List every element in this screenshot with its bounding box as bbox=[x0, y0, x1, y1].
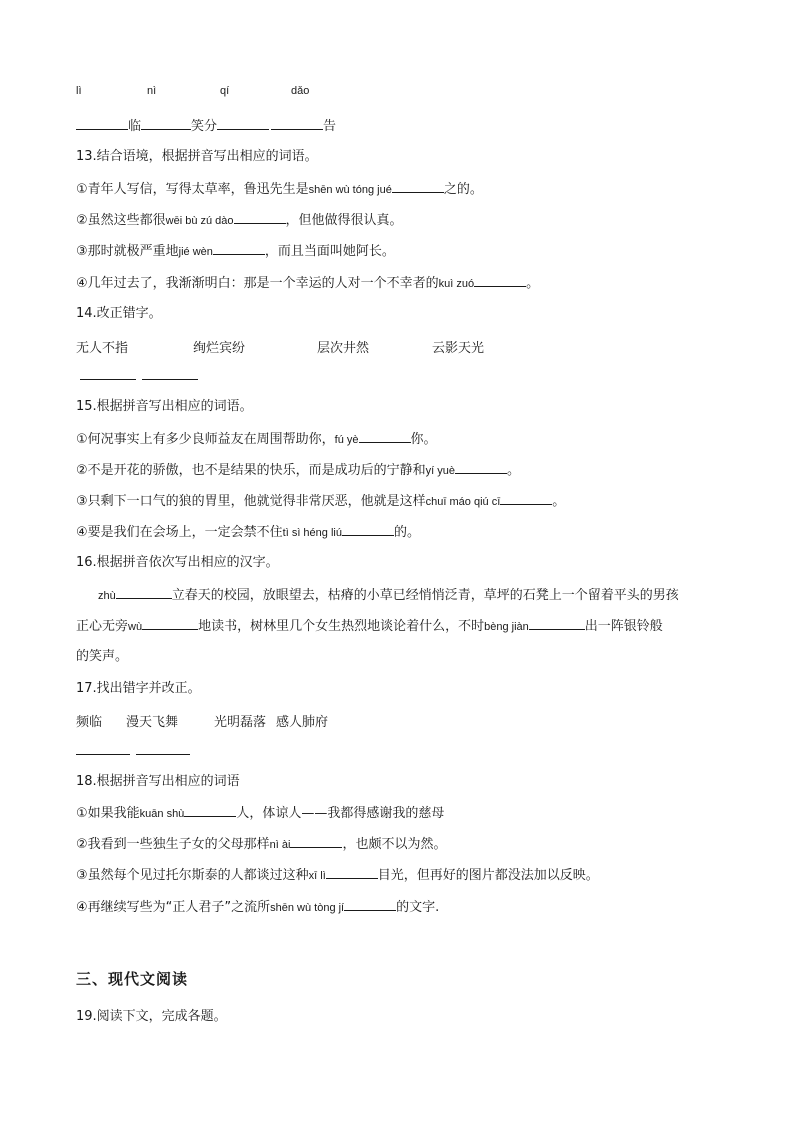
answer-blank[interactable] bbox=[234, 211, 286, 224]
answer-blank[interactable] bbox=[142, 617, 198, 630]
q17-word: 漫天飞舞 bbox=[126, 715, 179, 730]
q18-item-3: ③虽然每个见过托尔斯泰的人都谈过这种xī lì 目光，但再好的图片都没法加以反映。 bbox=[76, 868, 599, 883]
question-13-title: 13.结合语境，根据拼音写出相应的词语。 bbox=[76, 149, 318, 164]
q13-item-3: ③那时就极严重地jié wèn ，而且当面叫她阿长。 bbox=[76, 244, 395, 259]
q13-item-1: ①青年人写信，写得太草率，鲁迅先生是shēn wù tóng jué 之的。 bbox=[76, 182, 483, 197]
question-15-title: 15.根据拼音写出相应的词语。 bbox=[76, 399, 253, 414]
answer-blank[interactable] bbox=[136, 742, 190, 755]
q14-answer-blanks bbox=[80, 367, 198, 386]
q17-word: 频临 bbox=[76, 715, 103, 730]
pinyin-dao: dǎo bbox=[291, 85, 310, 97]
q16-paragraph-line-3: 的笑声。 bbox=[76, 649, 129, 664]
q13-item-4: ④几年过去了，我渐渐明白：那是一个幸运的人对一个不幸者的kuì zuó 。 bbox=[76, 276, 540, 291]
q15-item-4: ④要是我们在会场上，一定会禁不住tì sì héng liú 的。 bbox=[76, 525, 420, 540]
answer-blank[interactable] bbox=[500, 492, 552, 505]
answer-blank[interactable] bbox=[344, 898, 396, 911]
q15-item-1: ①何况事实上有多少良师益友在周围帮助你，fú yè 你。 bbox=[76, 432, 437, 447]
q17-word: 感人肺府 bbox=[276, 715, 329, 730]
blank[interactable] bbox=[141, 117, 191, 130]
blank-row: 临 笑分 告 bbox=[76, 117, 336, 136]
answer-blank[interactable] bbox=[290, 835, 342, 848]
blank[interactable] bbox=[271, 117, 323, 130]
answer-blank[interactable] bbox=[80, 367, 136, 380]
q13-item-2: ②虽然这些都很wēi bù zú dào ，但他做得很认真。 bbox=[76, 213, 403, 228]
answer-blank[interactable] bbox=[213, 242, 265, 255]
question-19-title: 19.阅读下文，完成各题。 bbox=[76, 1009, 227, 1024]
answer-blank[interactable] bbox=[184, 804, 236, 817]
pinyin-ni: nì bbox=[147, 85, 157, 97]
answer-blank[interactable] bbox=[142, 367, 198, 380]
blank[interactable] bbox=[217, 117, 269, 130]
pinyin-li: lì bbox=[76, 85, 82, 97]
question-17-title: 17.找出错字并改正。 bbox=[76, 681, 201, 696]
answer-blank[interactable] bbox=[392, 180, 444, 193]
q15-item-3: ③只剩下一口气的狼的胃里，他就觉得非常厌恶，他就是这样chuī máo qiú cī 。 bbox=[76, 494, 566, 509]
q16-paragraph-line-1: zhù 立春天的校园，放眼望去，枯瘠的小草已经悄悄泛青，草坪的石凳上一个留着平头的男孩 bbox=[98, 588, 679, 603]
q18-item-1: ①如果我能kuān shù 人，体谅人——我都得感谢我的慈母 bbox=[76, 806, 445, 821]
q14-word: 云影天光 bbox=[432, 341, 485, 356]
q17-word: 光明磊落 bbox=[214, 715, 267, 730]
q17-answer-blanks bbox=[76, 742, 190, 761]
pinyin-qi: qí bbox=[220, 85, 230, 97]
section-heading: 三、现代文阅读 bbox=[76, 970, 189, 988]
answer-blank[interactable] bbox=[116, 586, 172, 599]
q14-word: 无人不指 bbox=[76, 341, 129, 356]
q15-item-2: ②不是开花的骄傲，也不是结果的快乐，而是成功后的宁静和yí yuè 。 bbox=[76, 463, 521, 478]
blank[interactable] bbox=[76, 117, 128, 130]
answer-blank[interactable] bbox=[529, 617, 585, 630]
question-14-title: 14.改正错字。 bbox=[76, 306, 162, 321]
answer-blank[interactable] bbox=[76, 742, 130, 755]
question-16-title: 16.根据拼音依次写出相应的汉字。 bbox=[76, 555, 279, 570]
answer-blank[interactable] bbox=[326, 866, 378, 879]
q14-word: 层次井然 bbox=[317, 341, 370, 356]
question-18-title: 18.根据拼音写出相应的词语 bbox=[76, 774, 240, 789]
answer-blank[interactable] bbox=[359, 430, 411, 443]
q14-word: 绚烂宾纷 bbox=[193, 341, 246, 356]
answer-blank[interactable] bbox=[342, 523, 394, 536]
q16-paragraph-line-2: 正心无旁wù 地读书，树林里几个女生热烈地谈论着什么，不时bèng jiàn 出一阵银铃般 bbox=[76, 619, 663, 634]
q18-item-4: ④再继续写些为“正人君子”之流所shēn wù tòng jí 的文字. bbox=[76, 900, 440, 915]
answer-blank[interactable] bbox=[455, 461, 507, 474]
q18-item-2: ②我看到一些独生子女的父母那样nì ài ，也颇不以为然。 bbox=[76, 837, 447, 852]
answer-blank[interactable] bbox=[474, 274, 526, 287]
